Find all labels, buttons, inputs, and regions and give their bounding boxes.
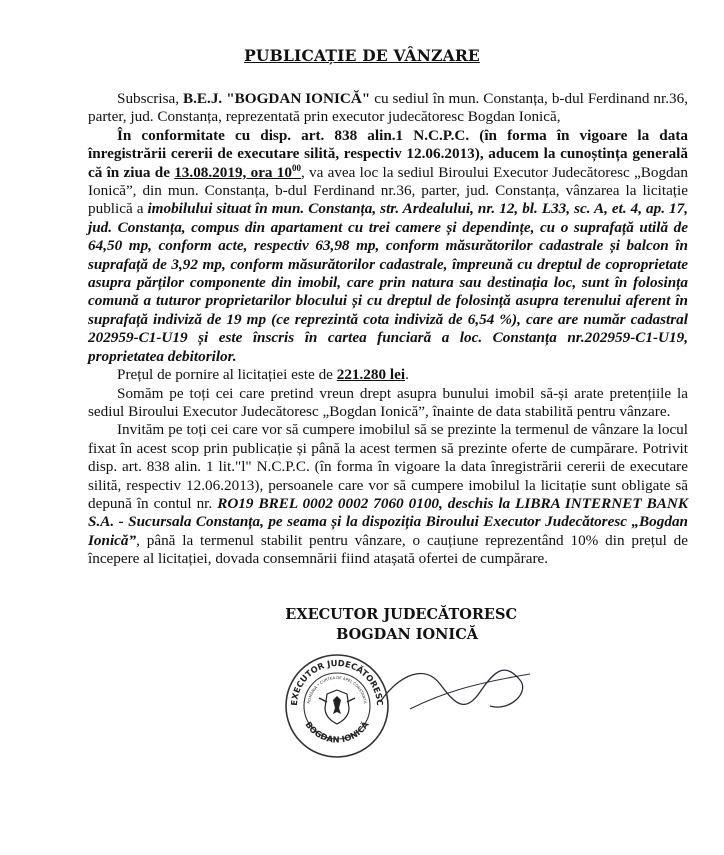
- official-stamp: [283, 652, 391, 760]
- signature-role: EXECUTOR JUDECĂTORESC: [285, 606, 517, 623]
- handwritten-signature: [370, 654, 540, 729]
- svg-text:BOGDAN IONICĂ: [303, 719, 371, 745]
- bailiff-office-name: B.E.J. "BOGDAN IONICĂ": [182, 90, 371, 107]
- intro-text-rest: cu sediul în mun. Constanța, b-dul Ferdinand nr.36, parter, jud. Constanța, reprezentată prin executor judecătoresc Bogdan Ionică,: [88, 90, 688, 126]
- signature-name: BOGDAN IONICĂ: [336, 626, 478, 643]
- legal-basis-text: În conformitate cu disp. art. 838 alin.1 N.C.P.C. (în forma în vigoare la data înregistrării cererii de executare silită, respectiv 12.06.2013), aducem la cunoștința generală că în ziua de: [88, 126, 688, 181]
- invitation-text-rest: , până la termenul stabilit pentru vânzare, o cauțiune reprezentând 10% din prețul de începere al licitației, dovada consemnării fiind atașată ofertei de cumpărare.: [88, 531, 688, 568]
- property-heading: imobilului situat în mun.: [147, 200, 305, 218]
- auction-time-minutes: 00: [291, 162, 301, 173]
- auction-date: [174, 164, 301, 181]
- paragraph-intro: [88, 90, 688, 127]
- property-description: Constanța, str. Ardealului, nr. 12, bl. L33, sc. A, et. 4, ap. 17, jud. Constanța, compus din apartament cu trei camere și dependințe, cu o suprafață utilă de 64,50 mp, conform acte, respectiv 63,98 mp, conform măsurătorilor cadastrale și balcon în suprafață de 3,92 mp, conform măsurătorilor cadastrale, împreună cu dreptul de coproprietate asupra părților componente din imobil, care prin natura sau destinația loc, sunt în folosința comună a tuturor proprietarilor blocului și cu dreptul de folosință asupra terenului aferent în suprafață indiviză de 19 mp (ce reprezintă cota indiviză de 6,54 %), care are număr cadastral 202959-C1-U19 și este înscris în cartea funciară a loc. Constanța nr.202959-C1-U19, proprietatea debitorilor.: [88, 200, 688, 365]
- bank-account: RO19 BREL 0002 0002 7060 0100, deschis la LIBRA INTERNET BANK S.A. - Sucursala Constanța, pe seama și la dispoziția Biroului Executor Judecătoresc „Bogdan Ionică”: [88, 494, 688, 549]
- paragraph-invitation: [88, 421, 688, 568]
- price-label: Prețul de pornire al licitației este de: [117, 366, 337, 384]
- paragraph-announcement: [88, 127, 688, 366]
- document-title: PUBLICAȚIE DE VÂNZARE: [244, 46, 480, 65]
- starting-price: 221.280 lei: [336, 366, 406, 384]
- stamp-inner-text: ROMÂNIA • CURTEA DE APEL CONSTANȚA: [306, 674, 368, 704]
- signature-title: [0, 606, 724, 623]
- paragraph-price: [88, 366, 688, 384]
- stamp-outer-bottom-text: BOGDAN IONICĂ: [303, 719, 371, 745]
- auction-date-text: 13.08.2019, ora 10: [174, 163, 292, 181]
- stamp-outer-top-text: EXECUTOR JUDECĂTORESC: [288, 657, 386, 706]
- intro-text: Subscrisa,: [117, 90, 183, 107]
- coat-of-arms-icon: [319, 690, 355, 724]
- invitation-text: Invităm pe toți cei care vor să cumpere imobilul să se prezinte la termenul de vânzare la locul fixat în acest scop prin publicație și până la acest termen să prezinte oferte de cumpărare. Potrivit disp. art. 838 alin. 1 lit."l" N.C.P.C. (în forma în vigoare la data înregistrării cererii de executare silită, respectiv 12.06.2013), persoanele care vor să cumpere imobilul la licitație sunt obligate să depună în contul nr.: [88, 421, 688, 512]
- auction-location-text: , va avea loc la sediul Biroului Executor Judecătoresc „Bogdan Ionică”, din mun. Constanța, b-dul Ferdinand nr.36, parter, jud. Constanța, vânzarea la licitație publică a: [88, 163, 688, 218]
- document-body: [88, 90, 688, 569]
- price-end: .: [405, 366, 409, 384]
- paragraph-summons: Somăm pe toți cei care pretind vreun drept asupra bunului imobil să-și arate pretențiile la sediul Biroului Executor Judecătoresc „Bogdan Ionică”, înainte de data stabilită pentru vânzare.: [88, 384, 688, 420]
- signature-name-block: [0, 626, 724, 643]
